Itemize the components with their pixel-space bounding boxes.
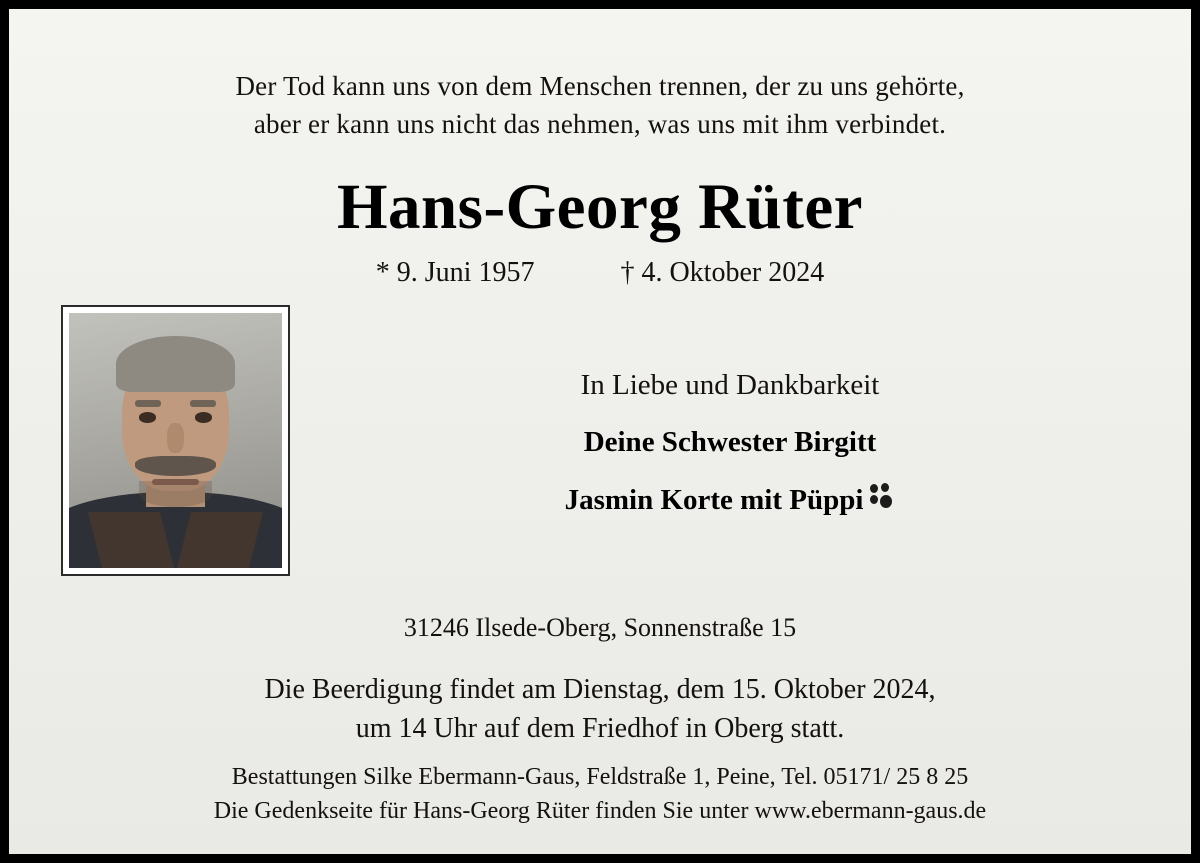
footer-line-2: Die Gedenkseite für Hans-Georg Rüter finden Sie unter www.ebermann-gaus.de <box>213 797 987 824</box>
memorial-quote-line-1: Der Tod kann uns von dem Menschen trennen, der zu uns gehörte, <box>235 71 965 101</box>
portrait-brow-right <box>190 400 216 408</box>
funeral-details <box>9 671 1191 748</box>
mourner-1 <box>309 426 1151 459</box>
paw-toe-1 <box>870 484 878 493</box>
mourner-2-label: Jasmin Korte mit Püppi <box>564 484 864 516</box>
portrait-collar-right <box>177 512 263 568</box>
paw-print-icon <box>869 483 895 513</box>
funeral-line-2: um 14 Uhr auf dem Friedhof in Oberg statt. <box>355 712 845 744</box>
portrait-collar-left <box>88 512 174 568</box>
funeral-line-1: Die Beerdigung findet am Dienstag, dem 15. Oktober 2024, <box>264 674 936 705</box>
portrait-eye-left <box>139 412 156 422</box>
mourner-block <box>309 369 1151 517</box>
memorial-quote-line-2: aber er kann uns nicht das nehmen, was uns mit ihm verbindet. <box>253 109 947 140</box>
portrait-mouth <box>152 479 199 485</box>
paw-toe-2 <box>881 483 889 492</box>
paw-toe-3 <box>870 495 878 504</box>
deceased-name: Hans-Georg Rüter <box>336 170 864 243</box>
birth-date: * 9. Juni 1957 <box>375 256 535 288</box>
portrait-eye-right <box>195 412 212 422</box>
portrait-nose <box>167 423 184 454</box>
footer-line-1: Bestattungen Silke Ebermann-Gaus, Feldstraße 1, Peine, Tel. 05171/ 25 8 25 <box>231 763 969 790</box>
death-date: † 4. Oktober 2024 <box>620 256 825 288</box>
portrait-brow-left <box>135 400 161 408</box>
paw-pad-main <box>880 495 892 508</box>
dedication-line: In Liebe und Dankbarkeit <box>580 369 880 401</box>
portrait-chin-shadow <box>139 481 211 507</box>
portrait-photo <box>69 313 282 568</box>
life-dates <box>9 257 1191 289</box>
address-line: 31246 Ilsede-Oberg, Sonnenstraße 15 <box>403 613 797 642</box>
memorial-quote <box>9 9 1191 144</box>
portrait-frame <box>61 305 290 576</box>
notice-inner <box>9 9 1191 854</box>
funeral-home-footer <box>9 760 1191 828</box>
mourner-1-label: Deine Schwester Birgitt <box>583 426 877 458</box>
mourner-2 <box>309 483 1151 517</box>
portrait-hair <box>116 336 235 392</box>
